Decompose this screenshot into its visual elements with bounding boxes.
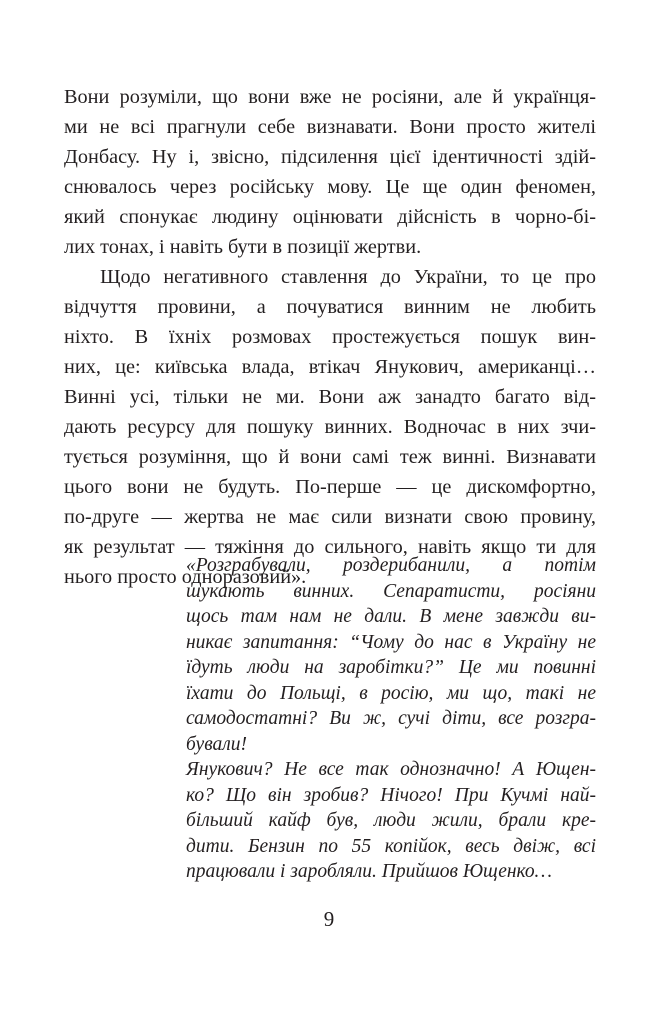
text-line: Щодо негативного ставлення до України, то це про [100,266,596,288]
quote-line: Янукович? Не все так однозначно! А Ющен- [186,759,596,780]
quote-line: їдуть люди на заробітки?” Це ми повинні [186,657,596,678]
quote-line: дити. Бензин по 55 копійок, весь двіж, всі [186,835,596,857]
quote-line: ко? Що він зробив? Нічого! При Кучмі най- [186,784,596,806]
text-line: лих тонах, і навіть бути в позиції жертви. [64,236,422,258]
text-line: відчуття провини, а почуватися винним не любить [64,296,596,318]
text-line: Вони розуміли, що вони вже не росіяни, але й українця- [64,86,596,108]
text-line: ми не всі прагнули себе визнавати. Вони просто жителі [64,116,596,138]
text-line: по-друге — жертва не має сили визнати свою провину, [64,506,596,528]
text-line: тується розуміння, що й вони самі теж винні. Визнавати [64,446,596,468]
text-line: Винні усі, тільки не ми. Вони аж занадто багато від- [64,386,596,408]
quote-line: «Розграбували, роздерибанили, а потім [186,555,596,576]
text-line: цього вони не будуть. По-перше — це дискомфортно, [64,476,596,498]
quote-line: щось там нам не дали. В мене завжди ви- [186,606,596,627]
text-line: дають ресурсу для пошуку винних. Водночас в них зчи- [64,416,596,438]
quote-line: працювали і заробляли. Прийшов Ющенко… [186,861,553,882]
text-line: який спонукає людину оцінювати дійсність в чорно-бі- [64,206,596,228]
page-number: 9 [323,907,335,931]
quote-line: самодостатні? Ви ж, сучі діти, все розгра- [186,708,596,729]
quote-line: їхати до Польщі, в росію, ми що, такі не [186,682,596,704]
text-line: ніхто. В їхніх розмовах простежується пошук вин- [64,326,596,348]
text-line: нього просто одноразовий». [64,566,307,588]
quote-line: никає запитання: “Чому до нас в Україну не [186,631,596,653]
text-line: снювалось через російську мову. Це ще один феномен, [64,176,596,198]
quote-line: більший кайф був, люди жили, брали кре- [186,810,596,831]
quote-line: бували! [186,733,248,755]
text-line: них, це: київська влада, втікач Янукович, американці… [64,356,596,378]
quote-line: шукають винних. Сепаратисти, росіяни [186,580,596,602]
text-line: як результат — тяжіння до сильного, навіть якщо ти для [64,536,596,558]
text-line: Донбасу. Ну і, звісно, підсилення цієї ідентичності здій- [64,146,596,168]
